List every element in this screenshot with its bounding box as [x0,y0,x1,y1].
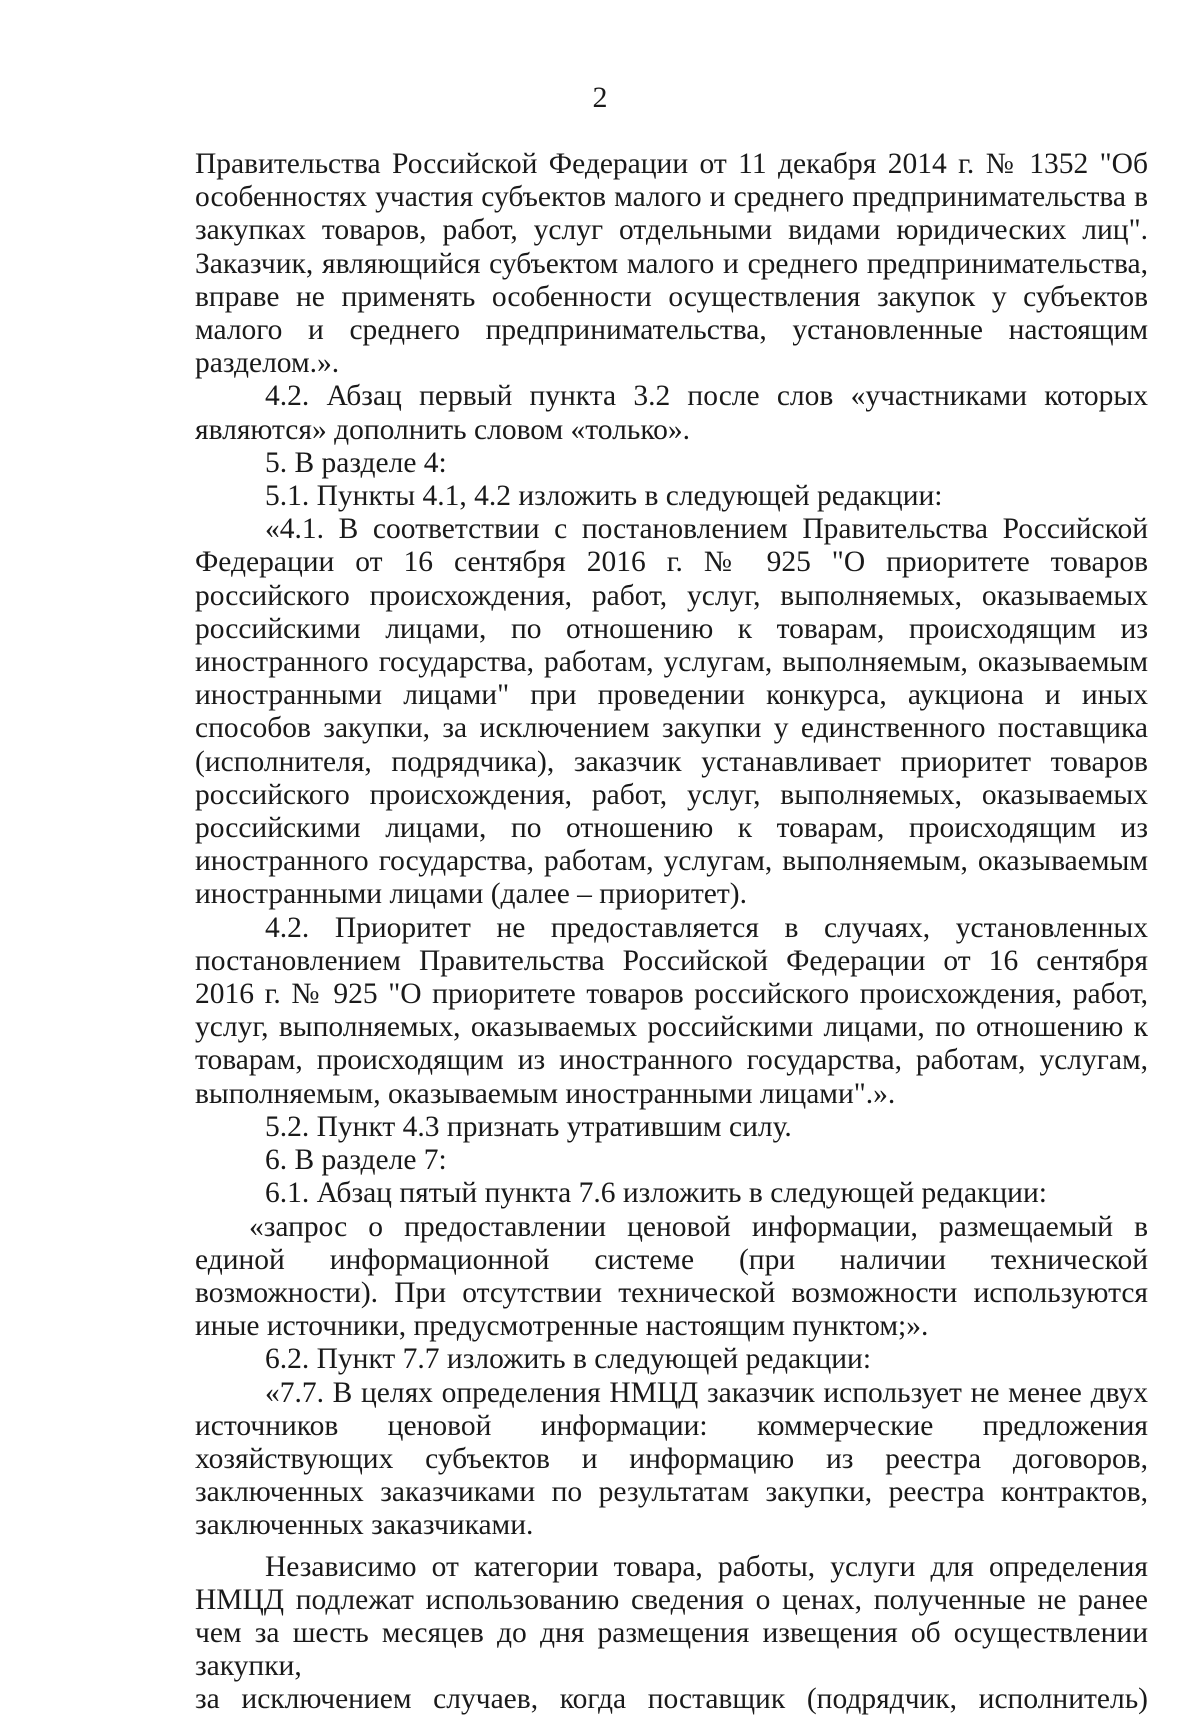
paragraph-4-2: 4.2. Абзац первый пункта 3.2 после слов «участниками которых являются» дополнить словом «только». [195,380,1148,446]
paragraph-6-1: 6.1. Абзац пятый пункта 7.6 изложить в следующей редакции: [265,1177,1047,1210]
page-number: 2 [592,81,608,114]
paragraph-new-7-7: «7.7. В целях определения НМЦД заказчик использует не менее двух источников ценовой информации: коммерческие предложения хозяйствующих субъектов и информацию из реестра договоров, заключенных заказчиками по результатам закупки, реестра контрактов, заключенных заказчиками. [195,1376,1148,1542]
paragraph-price-sources: Независимо от категории товара, работы, услуги для определения НМЦД подлежат использованию сведения о ценах, полученные не ранее чем за шесть месяцев до дня размещения извещения об осуществлении закупки, [195,1550,1148,1683]
paragraph-6-2: 6.2. Пункт 7.7 изложить в следующей редакции: [265,1343,872,1376]
paragraph-new-7-6-text: «запрос о предоставлении ценовой информации, размещаемый в единой информационной системе (при наличии технической возможности). При отсутствии технической возможности используются иные источники, предусмотренные настоящим пунктом;». [195,1210,1148,1343]
paragraph-last-line: за исключением случаев, когда поставщик (подрядчик, исполнитель) [195,1683,1148,1716]
paragraph-new-4-2: 4.2. Приоритет не предоставляется в случаях, установленных постановлением Правительства Российской Федерации от 16 сентября 2016 г. № 925 "О приоритете товаров российского происхождения, работ, услуг, выполняемых, оказываемых российскими лицами, по отношению к товарам, происходящим из иностранного государства, работам, услугам, выполняемым, оказываемым иностранными лицами".». [195,911,1148,1110]
paragraph-continuation: Правительства Российской Федерации от 11 декабря 2014 г. № 1352 "Об особенностях участия субъектов малого и среднего предпринимательства в закупках товаров, работ, услуг отдельными видами юридических лиц". Заказчик, являющийся субъектом малого и среднего предпринимательства, вправе не применять особенности осуществления закупок у субъектов малого и среднего предпринимательства, установленные настоящим разделом.». [195,148,1148,380]
paragraph-section-5: 5. В разделе 4: [265,446,447,479]
paragraph-5-2: 5.2. Пункт 4.3 признать утратившим силу. [265,1110,792,1143]
paragraph-section-6: 6. В разделе 7: [265,1144,447,1177]
document-body [195,148,1148,1717]
paragraph-5-1: 5.1. Пункты 4.1, 4.2 изложить в следующей редакции: [265,480,943,513]
paragraph-new-4-1: «4.1. В соответствии с постановлением Правительства Российской Федерации от 16 сентября 2016 г. № 925 "О приоритете товаров российского происхождения, работ, услуг, выполняемых, оказываемых российскими лицами, по отношению к товарам, происходящим из иностранного государства, работам, услугам, выполняемым, оказываемым иностранными лицами" при проведении конкурса, аукциона и иных способов закупки, за исключением закупки у единственного поставщика (исполнителя, подрядчика), заказчик устанавливает приоритет товаров российского происхождения, работ, услуг, выполняемых, оказываемых российскими лицами, по отношению к товарам, происходящим из иностранного государства, работам, услугам, выполняемым, оказываемым иностранными лицами (далее – приоритет). [195,513,1148,911]
